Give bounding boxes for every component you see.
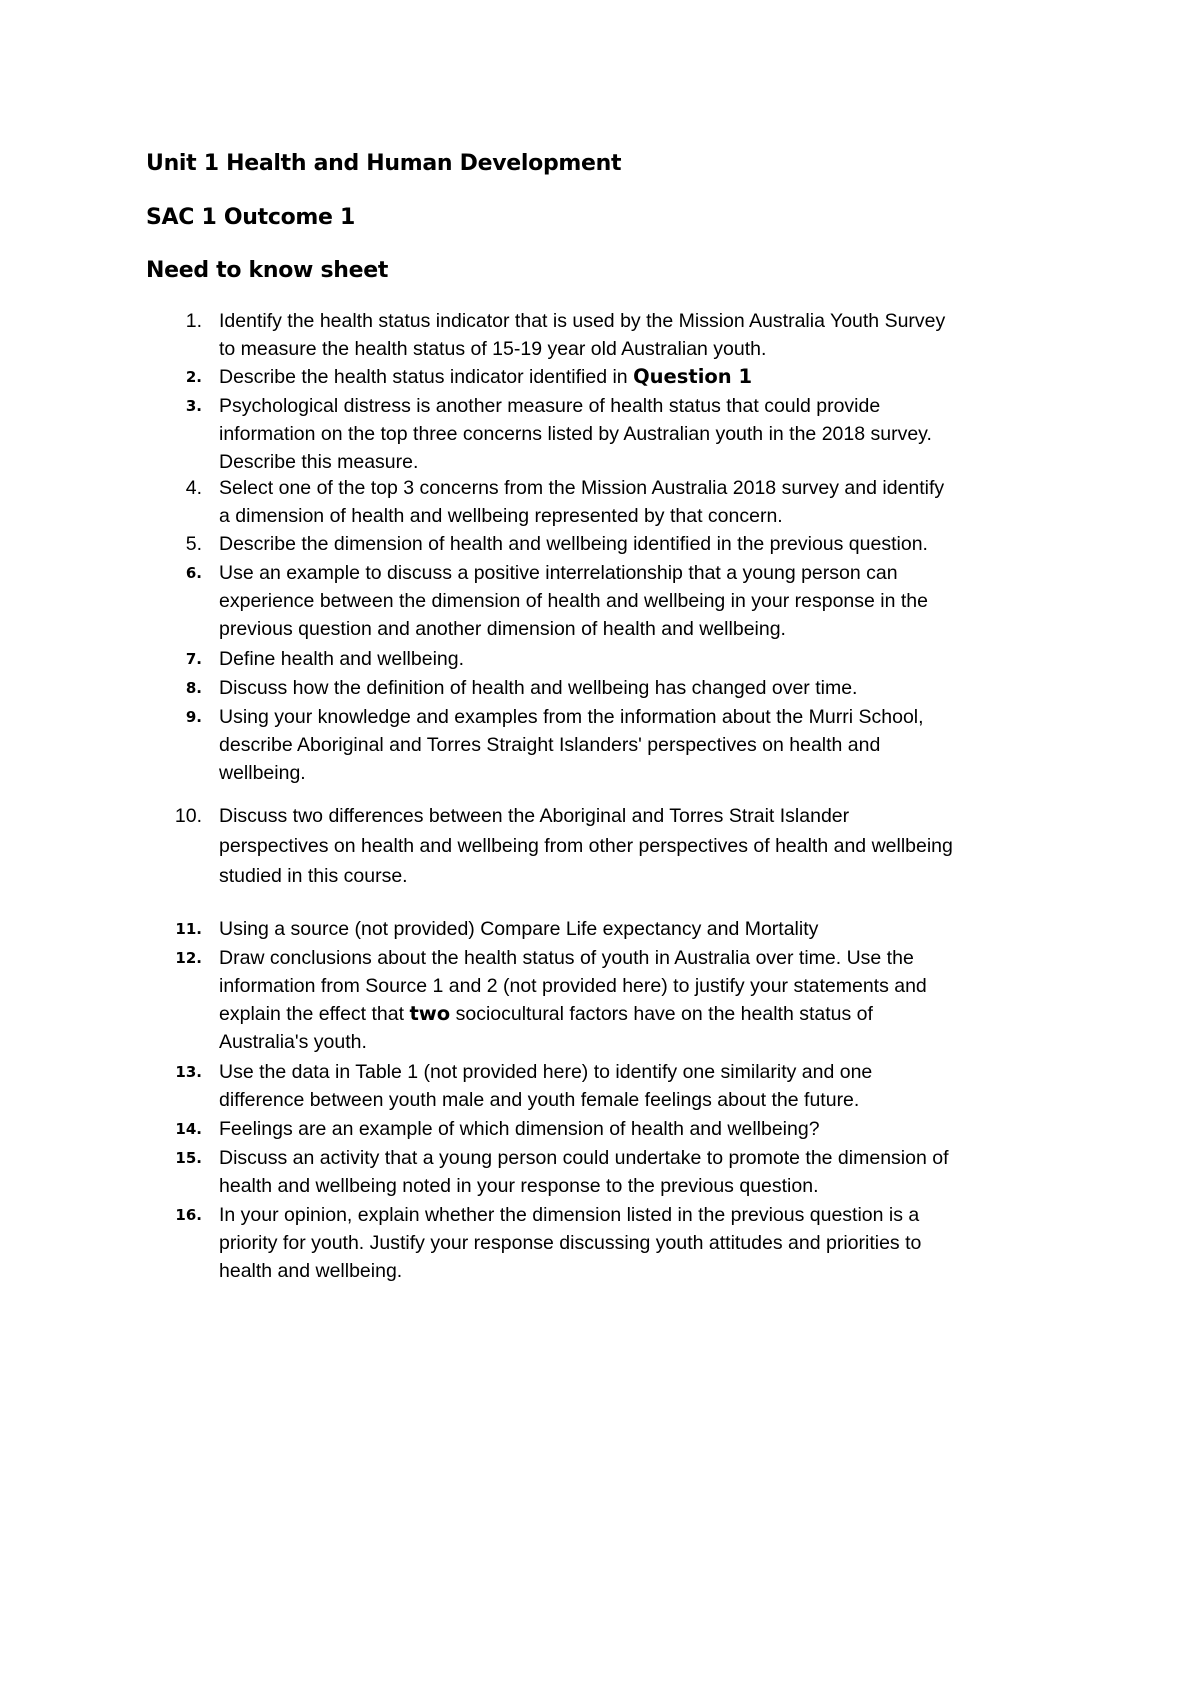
question-line: health and wellbeing noted in your response to the previous question. bbox=[219, 1175, 819, 1197]
document-subtitle: SAC 1 Outcome 1 bbox=[146, 205, 355, 230]
question-text bbox=[219, 674, 1069, 702]
question-text bbox=[219, 474, 1069, 530]
question-line: Identify the health status indicator that is used by the Mission Australia Youth Survey bbox=[219, 310, 946, 332]
section-heading: Need to know sheet bbox=[146, 258, 389, 283]
question-line: studied in this course. bbox=[219, 865, 408, 887]
question-line: difference between youth male and youth female feelings about the future. bbox=[219, 1089, 860, 1111]
question-line: previous question and another dimension of health and wellbeing. bbox=[219, 618, 786, 640]
question-number: 2. bbox=[185, 368, 202, 386]
question-number: 12. bbox=[175, 949, 202, 967]
question-line: Describe the health status indicator identified in bbox=[219, 366, 634, 388]
question-text bbox=[219, 307, 1069, 363]
question-number: 13. bbox=[175, 1063, 202, 1081]
question-line: Discuss how the definition of health and wellbeing has changed over time. bbox=[219, 677, 858, 699]
question-line: Discuss an activity that a young person could undertake to promote the dimension of bbox=[219, 1147, 949, 1169]
question-line: Australia's youth. bbox=[219, 1031, 367, 1053]
question-text bbox=[219, 363, 1069, 391]
question-text bbox=[219, 703, 1069, 787]
question-line: experience between the dimension of health and wellbeing in your response in the bbox=[219, 590, 928, 612]
question-text bbox=[219, 392, 1069, 476]
question-line: wellbeing. bbox=[219, 762, 306, 784]
question-line: Psychological distress is another measure of health status that could provide bbox=[219, 395, 881, 417]
question-text bbox=[219, 944, 1069, 1056]
question-line: information from Source 1 and 2 (not provided here) to justify your statements and bbox=[219, 975, 927, 997]
question-line: Describe the dimension of health and wellbeing identified in the previous question. bbox=[219, 533, 928, 555]
question-text bbox=[219, 1144, 1069, 1200]
question-number: 11. bbox=[175, 920, 202, 938]
question-line bbox=[219, 1000, 1069, 1028]
emphasis-text: two bbox=[409, 1002, 451, 1025]
question-text bbox=[219, 915, 1069, 943]
question-line-part: sociocultural factors have on the health status of bbox=[450, 1003, 873, 1025]
question-text bbox=[219, 801, 1069, 891]
question-number: 3. bbox=[185, 397, 202, 415]
question-line: perspectives on health and wellbeing from other perspectives of health and wellbeing bbox=[219, 835, 953, 857]
question-line: to measure the health status of 15-19 year old Australian youth. bbox=[219, 338, 767, 360]
question-number: 10. bbox=[174, 805, 202, 827]
question-text bbox=[219, 1201, 1069, 1285]
question-line: priority for youth. Justify your response discussing youth attitudes and priorities to bbox=[219, 1232, 922, 1254]
question-line: Draw conclusions about the health status of youth in Australia over time. Use the bbox=[219, 947, 914, 969]
question-number: 9. bbox=[185, 708, 202, 726]
question-line: Define health and wellbeing. bbox=[219, 648, 465, 670]
question-line: Discuss two differences between the Aboriginal and Torres Strait Islander bbox=[219, 805, 850, 827]
question-line: a dimension of health and wellbeing represented by that concern. bbox=[219, 505, 783, 527]
question-line: Using your knowledge and examples from the information about the Murri School, bbox=[219, 706, 924, 728]
question-number: 8. bbox=[185, 679, 202, 697]
question-reference: Question 1 bbox=[633, 365, 753, 388]
question-line: Using a source (not provided) Compare Life expectancy and Mortality bbox=[219, 918, 819, 940]
question-line: information on the top three concerns listed by Australian youth in the 2018 survey. bbox=[219, 423, 932, 445]
question-number: 6. bbox=[185, 564, 202, 582]
question-line-part: explain the effect that bbox=[219, 1003, 410, 1025]
question-number: 15. bbox=[175, 1149, 202, 1167]
question-text bbox=[219, 559, 1069, 643]
question-text bbox=[219, 645, 1069, 673]
question-line: describe Aboriginal and Torres Straight Islanders' perspectives on health and bbox=[219, 734, 881, 756]
question-line: Feelings are an example of which dimension of health and wellbeing? bbox=[219, 1118, 820, 1140]
question-number: 5. bbox=[185, 533, 202, 555]
question-line: Use the data in Table 1 (not provided here) to identify one similarity and one bbox=[219, 1061, 873, 1083]
question-text bbox=[219, 530, 1069, 558]
question-line: In your opinion, explain whether the dimension listed in the previous question is a bbox=[219, 1204, 920, 1226]
question-number: 16. bbox=[175, 1206, 202, 1224]
question-line: Select one of the top 3 concerns from the Mission Australia 2018 survey and identify bbox=[219, 477, 945, 499]
question-number: 4. bbox=[185, 477, 202, 499]
question-line: Use an example to discuss a positive interrelationship that a young person can bbox=[219, 562, 898, 584]
question-number: 14. bbox=[175, 1120, 202, 1138]
question-line: health and wellbeing. bbox=[219, 1260, 403, 1282]
question-text bbox=[219, 1115, 1069, 1143]
document-title: Unit 1 Health and Human Development bbox=[146, 151, 622, 176]
question-line: Describe this measure. bbox=[219, 451, 419, 473]
question-number: 7. bbox=[185, 650, 202, 668]
question-number: 1. bbox=[185, 310, 202, 332]
question-text bbox=[219, 1058, 1069, 1114]
